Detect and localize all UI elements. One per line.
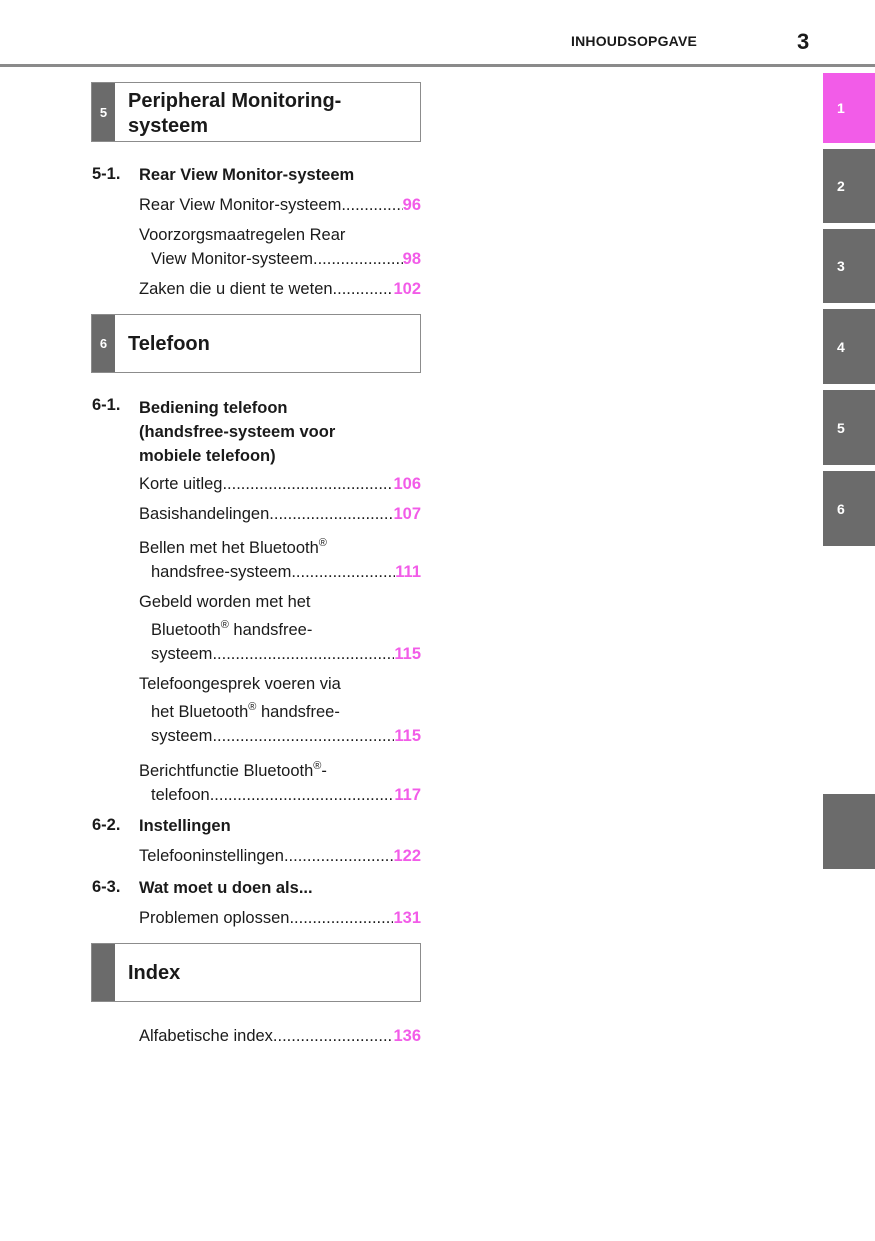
- side-tab-index[interactable]: [823, 794, 875, 869]
- header-rule: [0, 64, 875, 67]
- section-6-title: Telefoon: [128, 333, 210, 355]
- page-link[interactable]: 106: [393, 475, 421, 493]
- subsection-5-1-title: Rear View Monitor-systeem: [139, 166, 355, 184]
- side-tab-2[interactable]: 2: [823, 149, 875, 223]
- page-link[interactable]: 102: [393, 280, 421, 298]
- toc-entry-rear-view-monitor[interactable]: Rear View Monitor-systeem ..... 96: [139, 195, 421, 215]
- toc-entry-voorzorgsmaatregelen[interactable]: Voorzorgsmaatregelen Rear View Monitor-systeem ..... 98: [139, 225, 421, 269]
- page-link[interactable]: 98: [402, 250, 421, 268]
- page-link[interactable]: 122: [393, 847, 421, 865]
- section-index-box: [91, 943, 421, 1002]
- page-link[interactable]: 115: [394, 645, 421, 663]
- side-tab-3[interactable]: 3: [823, 229, 875, 303]
- page-link[interactable]: 107: [393, 505, 421, 523]
- section-5-box: [91, 82, 421, 142]
- section-index-bar: [92, 944, 115, 1001]
- section-5-title: Peripheral Monitoring- systeem: [128, 90, 342, 137]
- page-number: 3: [797, 29, 810, 54]
- section-index-title: Index: [128, 962, 181, 984]
- toc-entry-berichtfunctie[interactable]: Berichtfunctie Bluetooth®- telefoon ..... 117: [139, 761, 421, 805]
- subsection-6-2-number: 6-2.: [92, 816, 121, 834]
- toc-entry-telefooninstellingen[interactable]: Telefooninstellingen ..... 122: [139, 846, 421, 866]
- toc-entry-bellen[interactable]: Bellen met het Bluetooth® handsfree-systeem ..... 111: [139, 538, 421, 582]
- toc-entry-basishandelingen[interactable]: Basishandelingen ..... 107: [139, 504, 421, 524]
- side-tab-4[interactable]: 4: [823, 309, 875, 384]
- toc-entry-gebeld-worden[interactable]: Gebeld worden met het Bluetooth® handsfree- systeem ..... 115: [139, 592, 421, 664]
- side-tab-6[interactable]: 6: [823, 471, 875, 546]
- page-link[interactable]: 131: [393, 909, 421, 927]
- section-6-number: 6: [92, 315, 115, 372]
- section-6-box: [91, 314, 421, 373]
- toc-entry-telefoongesprek[interactable]: Telefoongesprek voeren via het Bluetooth® handsfree- systeem ..... 115: [139, 674, 421, 746]
- toc-entry-korte-uitleg[interactable]: Korte uitleg ..... 106: [139, 474, 421, 494]
- page-link[interactable]: 111: [395, 563, 421, 581]
- side-tab-1[interactable]: 1: [823, 73, 875, 143]
- subsection-6-2-title: Instellingen: [139, 817, 231, 835]
- subsection-5-1-number: 5-1.: [92, 165, 121, 183]
- page-link[interactable]: 136: [393, 1027, 421, 1045]
- page-link[interactable]: 96: [402, 196, 421, 214]
- page-link[interactable]: 115: [394, 727, 421, 745]
- subsection-6-1-number: 6-1.: [92, 396, 121, 414]
- page-header-title: INHOUDSOPGAVE: [571, 33, 698, 49]
- side-tab-5[interactable]: 5: [823, 390, 875, 465]
- subsection-6-3-title: Wat moet u doen als...: [139, 879, 313, 897]
- page-link[interactable]: 117: [394, 786, 421, 804]
- subsection-6-3-number: 6-3.: [92, 878, 121, 896]
- toc-entry-alfabetische-index[interactable]: Alfabetische index ..... 136: [139, 1026, 421, 1046]
- section-5-number: 5: [92, 83, 115, 141]
- subsection-6-1-title: Bediening telefoon (handsfree-systeem voor mobiele telefoon): [139, 399, 336, 465]
- toc-entry-zaken-weten[interactable]: Zaken die u dient te weten ..... 102: [139, 279, 421, 299]
- toc-entry-problemen-oplossen[interactable]: Problemen oplossen ..... 131: [139, 908, 421, 928]
